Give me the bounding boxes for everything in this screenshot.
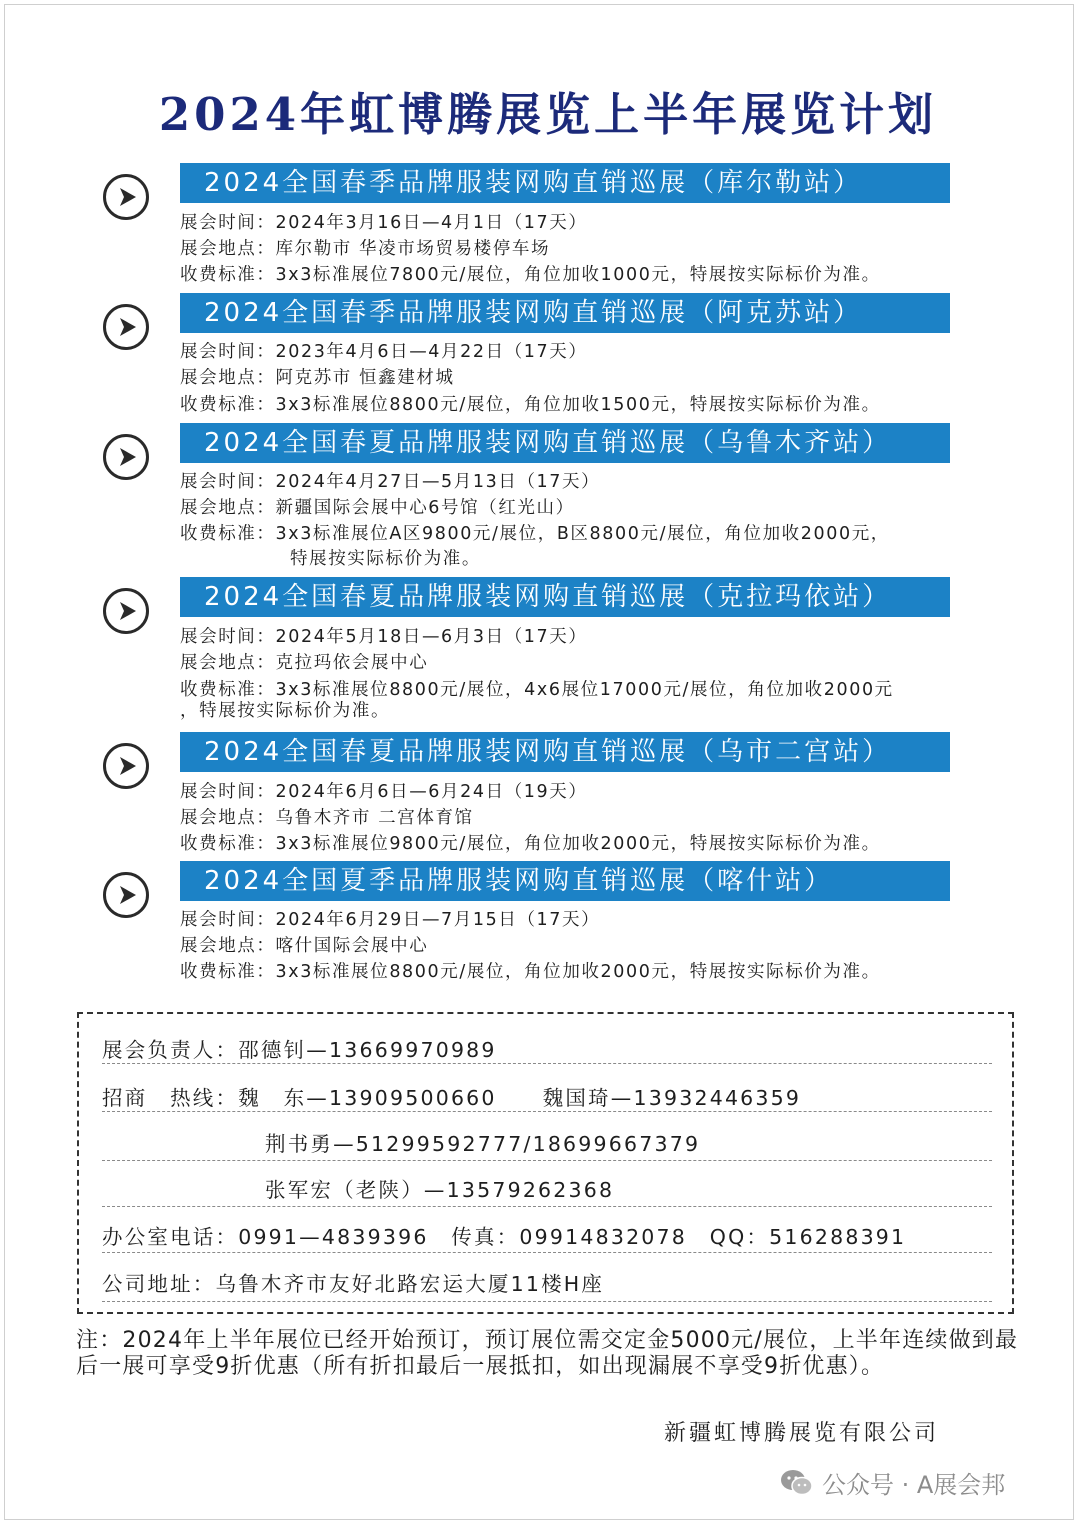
hotline-contact: 荆书勇—51299592777/18699667379 — [265, 1132, 701, 1156]
watermark — [780, 1465, 1005, 1500]
event-item — [0, 577, 1080, 721]
event-fee: 收费标准：3x3标准展位8800元/展位，4x6展位17000元/展位，角位加收2000元 — [180, 680, 894, 700]
event-item — [0, 423, 1080, 569]
event-title: 2024全国春夏品牌服装网购直销巡展（克拉玛依站） — [180, 577, 950, 617]
event-place: 展会地点：阿克苏市 恒鑫建材城 — [180, 368, 455, 388]
event-fee: 收费标准：3x3标准展位9800元/展位，角位加收2000元，特展按实际标价为准。 — [180, 834, 881, 854]
divider — [102, 1206, 992, 1207]
company-name: 新疆虹博腾展览有限公司 — [664, 1421, 940, 1446]
divider — [102, 1160, 992, 1161]
event-place: 展会地点：新疆国际会展中心6号馆（红光山） — [180, 498, 575, 518]
event-place: 展会地点：克拉玛依会展中心 — [180, 653, 429, 673]
event-time: 展会时间：2024年5月18日—6月3日（17天） — [180, 627, 588, 647]
event-time: 展会时间：2023年4月6日—4月22日（17天） — [180, 342, 588, 362]
event-title: 2024全国春夏品牌服装网购直销巡展（乌鲁木齐站） — [180, 423, 950, 463]
event-place: 展会地点：乌鲁木齐市 二宫体育馆 — [180, 808, 474, 828]
event-title: 2024全国春夏品牌服装网购直销巡展（乌市二宫站） — [180, 732, 950, 772]
event-item — [0, 861, 1080, 1001]
event-fee: 收费标准：3x3标准展位8800元/展位，角位加收2000元，特展按实际标价为准。 — [180, 962, 881, 982]
watermark-text: 公众号 · A展会邦 — [822, 1471, 1006, 1499]
event-place: 展会地点：喀什国际会展中心 — [180, 936, 429, 956]
event-time: 展会时间：2024年6月6日—6月24日（19天） — [180, 782, 588, 802]
company-address: 公司地址：乌鲁木齐市友好北路宏运大厦11楼H座 — [102, 1272, 605, 1296]
page-title: 2024年虹博腾展览上半年展览计划 — [158, 88, 938, 141]
divider — [102, 1063, 992, 1064]
event-item — [0, 293, 1080, 433]
booking-note: 注：2024年上半年展位已经开始预订，预订展位需交定金5000元/展位，上半年连续做到最后一展可享受9折优惠（所有折扣最后一展抵扣，如出现漏展不享受9折优惠）。 — [76, 1328, 1019, 1379]
event-time: 展会时间：2024年4月27日—5月13日（17天） — [180, 472, 601, 492]
event-item — [0, 163, 1080, 303]
event-title: 2024全国春季品牌服装网购直销巡展（阿克苏站） — [180, 293, 950, 333]
event-fee: 收费标准：3x3标准展位A区9800元/展位，B区8800元/展位，角位加收2000元， — [180, 524, 890, 544]
event-fee: 收费标准：3x3标准展位8800元/展位，角位加收1500元，特展按实际标价为准。 — [180, 395, 881, 415]
event-time: 展会时间：2024年6月29日—7月15日（17天） — [180, 910, 601, 930]
event-time: 展会时间：2024年3月16日—4月1日（17天） — [180, 213, 588, 233]
arrow-right-circle-icon — [103, 872, 149, 918]
divider — [102, 1111, 992, 1112]
hotline-contact: 张军宏（老陕）—13579262368 — [265, 1178, 615, 1202]
event-item — [0, 732, 1080, 872]
event-place: 展会地点：库尔勒市 华凌市场贸易楼停车场 — [180, 239, 551, 259]
arrow-right-circle-icon — [103, 743, 149, 789]
wechat-icon — [780, 1468, 814, 1498]
manager-contact: 展会负责人：邵德钊—13669970989 — [102, 1038, 497, 1062]
hotline-row: 招商 热线：魏 东—13909500660 魏国琦—13932446359 — [102, 1086, 802, 1110]
event-fee-continued: ，特展按实际标价为准。 — [180, 701, 391, 721]
event-title: 2024全国春季品牌服装网购直销巡展（库尔勒站） — [180, 163, 950, 203]
arrow-right-circle-icon — [103, 304, 149, 350]
office-contact: 办公室电话：0991—4839396 传真：09914832078 QQ：516288391 — [102, 1225, 907, 1249]
arrow-right-circle-icon — [103, 174, 149, 220]
arrow-right-circle-icon — [103, 434, 149, 480]
event-title: 2024全国夏季品牌服装网购直销巡展（喀什站） — [180, 861, 950, 901]
arrow-right-circle-icon — [103, 588, 149, 634]
divider — [102, 1252, 992, 1253]
divider — [102, 1301, 992, 1302]
event-fee: 收费标准：3x3标准展位7800元/展位，角位加收1000元，特展按实际标价为准。 — [180, 265, 881, 285]
event-fee-continued: 特展按实际标价为准。 — [290, 549, 481, 569]
